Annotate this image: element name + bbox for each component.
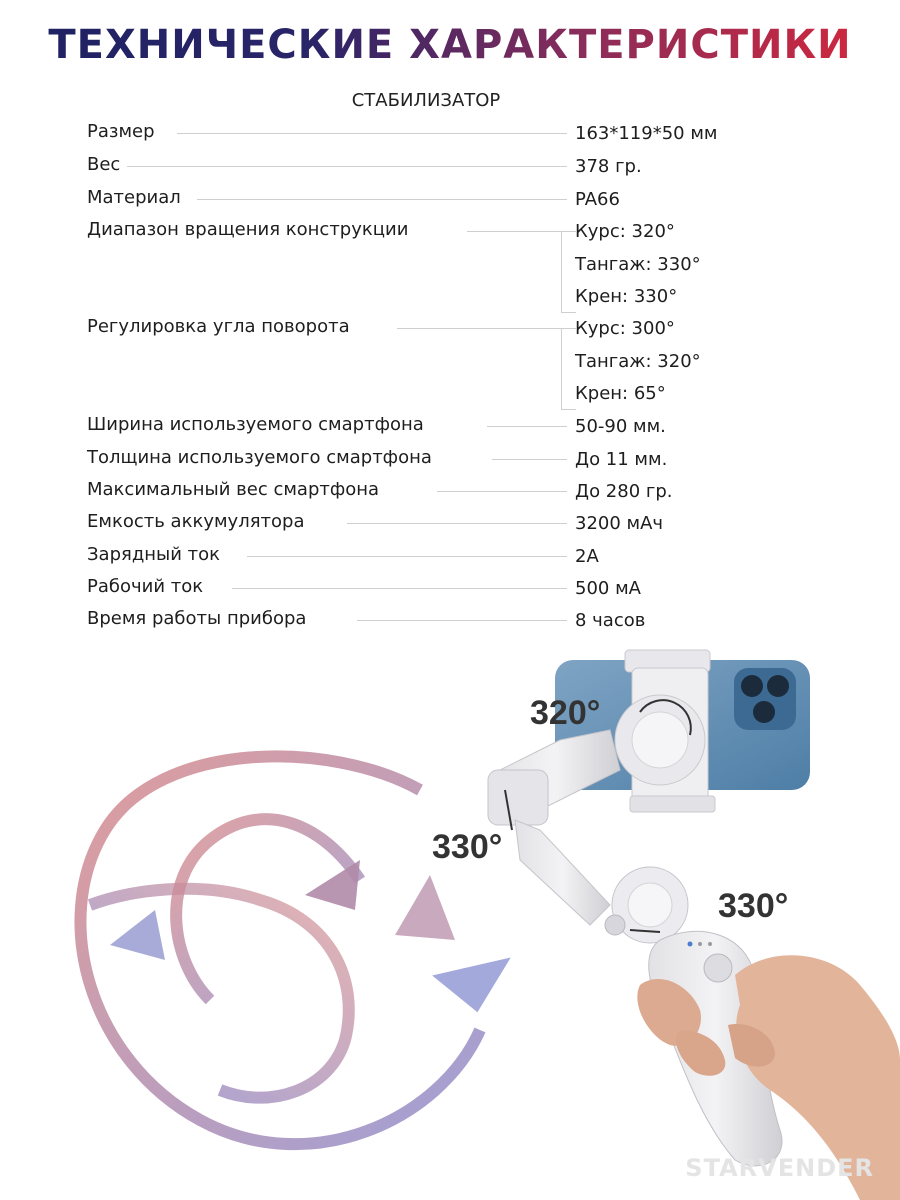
spec-value-roll: Крен: 330° [575,286,678,307]
spec-value: До 280 гр. [575,481,673,502]
spec-label: Вес [87,154,126,175]
spec-value: 3200 мАч [575,513,664,534]
spec-label: Диапазон вращения конструкции [87,219,414,240]
spec-row-rotation-range [87,219,787,251]
spec-row-material [87,187,787,219]
spec-label: Регулировка угла поворота [87,316,356,337]
spec-row-weight [87,154,787,186]
spec-label: Рабочий ток [87,576,209,597]
spec-label: Толщина используемого смартфона [87,447,438,468]
spec-row-angle-adjust [87,316,787,348]
spec-label: Ширина используемого смартфона [87,414,430,435]
pan-angle-label: 320° [530,694,601,732]
spec-row-phone-thickness [87,447,787,479]
spec-value-tilt: Тангаж: 320° [575,351,701,372]
roll-angle-label: 330° [718,887,789,925]
spec-value-pan: Курс: 320° [575,221,675,242]
spec-label: Зарядный ток [87,544,226,565]
spec-value: 8 часов [575,610,646,631]
spec-label: Размер [87,121,161,142]
spec-value: 378 гр. [575,156,642,177]
brand-watermark: STARVENDER [685,1154,874,1182]
rotation-arrows-icon [80,756,524,1144]
spec-row-phone-width [87,414,787,446]
spec-row-charge-current [87,544,787,576]
spec-row-battery [87,511,787,543]
spec-row-size [87,121,787,153]
spec-value-pan: Курс: 300° [575,318,675,339]
bracket [561,328,576,410]
spec-row-work-time [87,608,787,640]
product-subtitle: СТАБИЛИЗАТОР [351,90,501,111]
spec-value: 50-90 мм. [575,416,666,437]
spec-value: 2A [575,546,599,567]
spec-label: Время работы прибора [87,608,312,629]
spec-value-roll: Крен: 65° [575,383,666,404]
tilt-angle-label: 330° [432,828,503,866]
spec-value-tilt: Тангаж: 330° [575,254,701,275]
spec-label: Материал [87,187,187,208]
bracket [561,231,576,313]
spec-value: 500 мА [575,578,641,599]
page-title: ТЕХНИЧЕСКИЕ ХАРАКТЕРИСТИКИ [0,22,900,68]
spec-row-work-current [87,576,787,608]
spec-value: 163*119*50 мм [575,123,718,144]
spec-value: PA66 [575,189,620,210]
spec-row-phone-max-weight [87,479,787,511]
spec-value: До 11 мм. [575,449,668,470]
spec-label: Максимальный вес смартфона [87,479,385,500]
spec-label: Емкость аккумулятора [87,511,311,532]
